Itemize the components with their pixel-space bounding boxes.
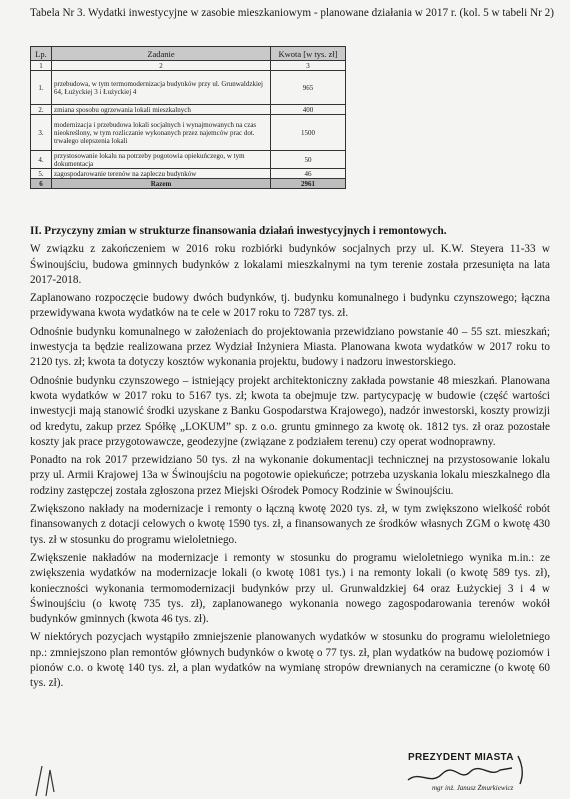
row-lp: 5.	[31, 169, 52, 179]
row-amount: 50	[271, 151, 346, 169]
paragraph: Ponadto na rok 2017 przewidziano 50 tys. zł na wykonanie dokumentacji technicznej na przystosowanie lokalu przy ul. Armii Krajowej 13a w Świnoujściu na pogotowie opiekuńcze; potrzeba uzyskania lokalu mieszkalnego dla rodziny zastępczej została zgłoszona przez Miejski Ośrodek Pomocy Rodzinie w Świnoujściu.	[30, 454, 550, 497]
document-body	[30, 224, 550, 695]
paragraph: Odnośnie budynku czynszowego – istniejący projekt architektoniczny zakłada powstanie 48 mieszkań. Planowana kwota wydatków w 2017 roku to 5167 tys. zł; kwota ta obejmuje tzw. partycypację w budowie (część wartości inwestycji mają stanowić środki uzyskane z Banku Gospodarstwa Krajowego), nadzór inwestorski, koszty prowizji od kredytu, zakup przez Spółkę „LOKUM” sp. z o.o. gruntu gminnego za kwotę ok. 1812 tys. zł oraz pozostałe koszty jak prace przygotowawcze, geodezyjne (związane z podziałem terenu) czy operat wodnoprawny.	[30, 374, 550, 448]
table-row	[31, 71, 346, 105]
table-row	[31, 151, 346, 169]
row-lp: 1.	[31, 71, 52, 105]
table-caption: Tabela Nr 3. Wydatki inwestycyjne w zasobie mieszkaniowym - planowane działania w 2017 r. (kol. 5 w tabeli Nr 2)	[30, 7, 554, 19]
row-amount: 965	[271, 71, 346, 105]
row-task: przebudowa, w tym termomodernizacja budynków przy ul. Grunwaldzkiej 64, Łużyckiej 3 i Łużyckiej 4	[52, 71, 271, 105]
row-task: zmiana sposobu ogrzewania lokali mieszkalnych	[52, 105, 271, 115]
investment-table	[30, 46, 346, 189]
row-lp: 3.	[31, 115, 52, 151]
row-task: modernizacja i przebudowa lokali socjalnych i wynajmowanych na czas nieokreślony, w tym rozliczanie wykonanych przez najemców prac dot. trwałego ulepszenia lokali	[52, 115, 271, 151]
column-number: 3	[271, 61, 346, 71]
total-amount: 2961	[271, 179, 346, 189]
row-amount: 46	[271, 169, 346, 179]
table-row	[31, 169, 346, 179]
column-number: 1	[31, 61, 52, 71]
paragraph: Zwiększono nakłady na modernizacje i remonty o łączną kwotę 2020 tys. zł, w tym zwiększono wielkość robót finansowanych z dotacji celowych o kwotę 1590 tys. zł, a finansowanych ze środków własnych ZGM o kwotę 430 tys. zł w stosunku do programu wieloletniego.	[30, 503, 550, 546]
row-task: zagospodarowanie terenów na zapleczu budynków	[52, 169, 271, 179]
header-task: Zadanie	[52, 47, 271, 61]
initials-mark	[28, 762, 78, 798]
signature-name: mgr inż. Janusz Żmurkiewicz	[432, 784, 514, 792]
total-label: Razem	[52, 179, 271, 189]
paragraph: W niektórych pozycjach wystąpiło zmniejszenie planowanych wydatków w stosunku do programu wieloletniego np.: zmniejszono plan remontów głównych budynków o kwotę o 77 tys. zł, plan wydatków na budowę poziomów i pionów c.o. o kwotę 140 tys. zł, a plan wydatków na wymianę stropów drewnianych na ceramiczne (o kwotę 60 tys. zł).	[30, 631, 550, 690]
header-lp: Lp.	[31, 47, 52, 61]
paragraph: W związku z zakończeniem w 2016 roku rozbiórki budynków socjalnych przy ul. K.W. Steyera 11-33 w Świnoujściu, budowa gminnych budynków z lokalami mieszkalnymi na tym terenie została przesunięta na lata 2017-2018.	[30, 243, 550, 286]
paragraph: Zaplanowano rozpoczęcie budowy dwóch budynków, tj. budynku komunalnego i budynku czynszowego; łączna przewidywana kwota wydatków na te cele w 2017 roku to 7287 tys. zł.	[30, 292, 550, 320]
row-lp: 4.	[31, 151, 52, 169]
table-row	[31, 105, 346, 115]
column-number-row	[31, 61, 346, 71]
table-total-row	[31, 179, 346, 189]
table-row	[31, 115, 346, 151]
signature-title: PREZYDENT MIASTA	[408, 752, 514, 763]
paragraph: Zwiększenie nakładów na modernizacje i remonty w stosunku do programu wieloletniego wynika m.in.: ze zwiększenia wydatków na modernizacje lokali (o kwotę 1081 tys.) i na remonty lokali (o kwotę 589 tys. zł), konieczności wykonania termomodernizacji budynków przy ul. Grunwaldzkiej 64 oraz Łużyckiej 3 i 4 w Świnoujściu (o kwotę 735 tys. zł), zaplanowanego wykonania nowego zagospodarowania terenów wokół budynków gminnych (kwota 46 tys. zł).	[30, 551, 550, 626]
header-amount: Kwota [w tys. zł]	[271, 47, 346, 61]
row-amount: 400	[271, 105, 346, 115]
row-amount: 1500	[271, 115, 346, 151]
paragraph: Odnośnie budynku komunalnego w założeniach do projektowania przewidziano powstanie 40 – 55 szt. mieszkań; inwestycja ta będzie realizowana przez Wydział Inżyniera Miasta. Planowana kwota wydatków w 2017 roku to 2120 tys. zł; kwota ta dotyczy kosztów wykonania projektu, budowy i nadzoru inwestorskiego.	[30, 325, 550, 369]
row-lp: 2.	[31, 105, 52, 115]
table-header-row	[31, 47, 346, 61]
total-lp: 6	[31, 179, 52, 189]
section-heading: II. Przyczyny zmian w strukturze finansowania działań inwestycyjnych i remontowych.	[30, 225, 447, 237]
column-number: 2	[52, 61, 271, 71]
row-task: przystosowanie lokalu na potrzeby pogotowia opiekuńczego, w tym dokumentacja	[52, 151, 271, 169]
